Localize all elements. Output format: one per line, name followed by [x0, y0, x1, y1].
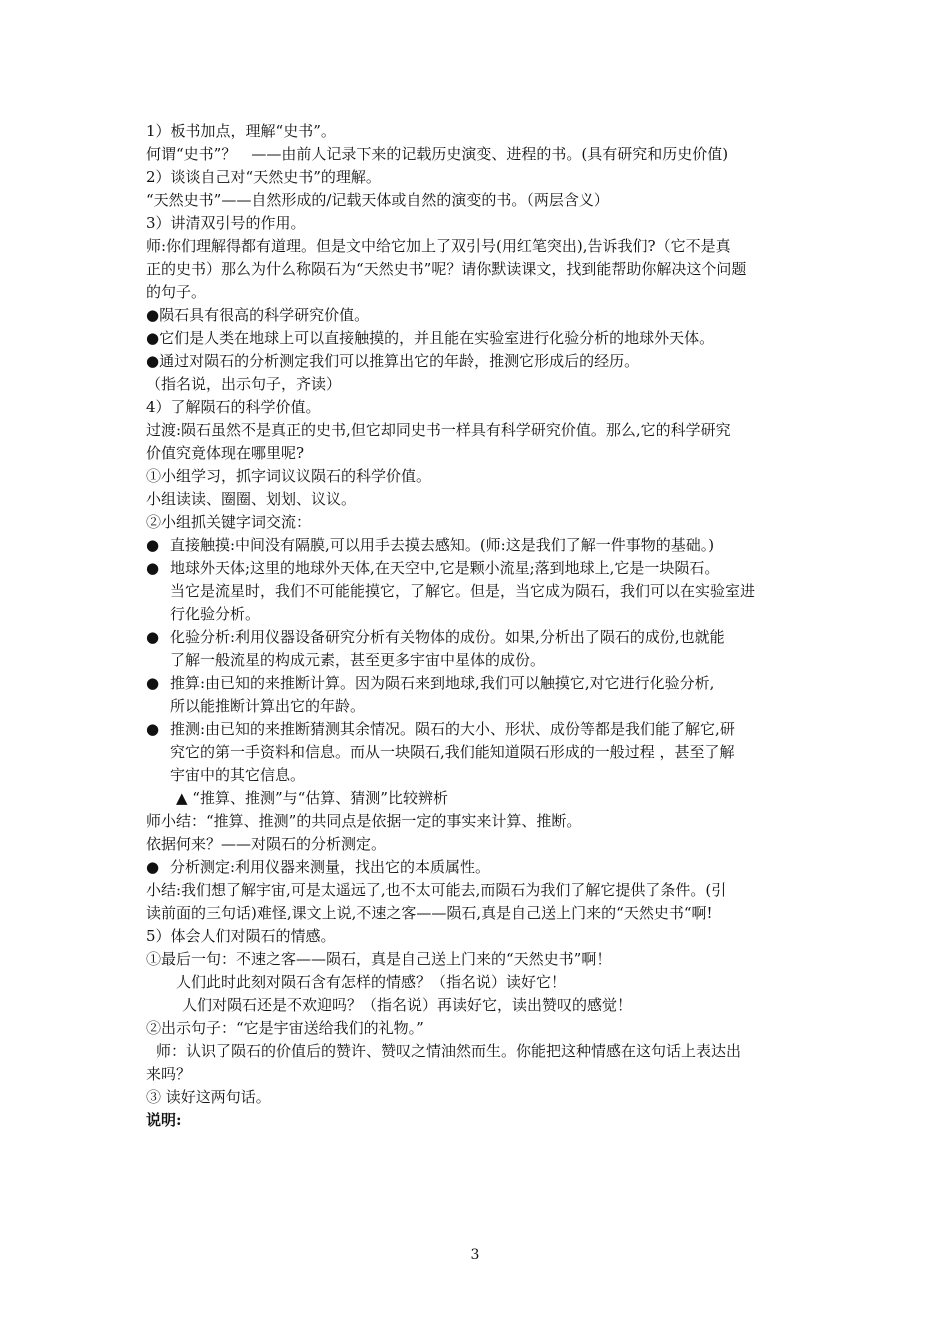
line-quote-marks: 3）讲清双引号的作用。 [146, 214, 306, 232]
transition-line: 过渡:陨石虽然不是真正的史书,但它却同史书一样具有科学研究价值。那么,它的科学研究 [146, 421, 731, 439]
dot-item: ●它们是人类在地球上可以直接触摸的，并且能在实验室进行化验分析的地球外天体。 [146, 329, 715, 347]
bullet-icon: ● [146, 306, 160, 324]
part5-line: 5）体会人们对陨石的情感。 [146, 927, 336, 945]
transition-line: 价值究竟体现在哪里呢? [146, 444, 305, 462]
teacher-para-line: 的句子。 [146, 283, 207, 301]
line-science-value: 4）了解陨石的科学价值。 [146, 398, 321, 416]
bullet-icon: ● [146, 352, 160, 370]
summary-line: 依据何来？——对陨石的分析测定。 [146, 835, 387, 853]
bullet-icon: ● [146, 536, 160, 554]
line-what-is-history-book: 何谓“史书”？ ——由前人记录下来的记载历史演变、进程的书。(具有研究和历史价值) [146, 145, 729, 163]
line-natural-book-definition: “天然史书”——自然形成的/记载天体或自然的演变的书。（两层含义） [146, 191, 609, 209]
part5-indented-line: 人们此时此刻对陨石含有怎样的情感？（指名说）读好它！ [176, 973, 567, 991]
summary-line: 师小结：“推算、推测”的共同点是依据一定的事实来计算、推断。 [146, 812, 582, 830]
show-sentence-line: ②出示句子：“它是宇宙送给我们的礼物。” [146, 1019, 424, 1037]
part5-line: ①最后一句：不速之客——陨石，真是自己送上门来的“天然史书”啊！ [146, 950, 612, 968]
bullet-icon: ● [146, 628, 160, 646]
group-line: ②小组抓关键字词交流： [146, 513, 312, 531]
read-two-line: ③ 读好这两句话。 [146, 1088, 271, 1106]
key-item: ● 推算:由已知的来推断计算。因为陨石来到地球,我们可以触摸它,对它进行化验分析, 所以能推断计算出它的年龄。 [146, 674, 715, 715]
compare-line: ▲ “推算、推测”与“估算、猜测”比较辨析 [176, 789, 448, 807]
dot-item: ●陨石具有很高的科学研究价值。 [146, 306, 370, 324]
line-read-together: （指名说，出示句子，齐读） [146, 375, 342, 393]
bullet-icon: ● [146, 674, 160, 692]
note-label: 说明: [146, 1111, 182, 1129]
bullet-icon: ● [146, 329, 160, 347]
conclusion-line: 读前面的三句话)难怪,课文上说,不速之客——陨石,真是自己送上门来的“天然史书“啊! [146, 904, 713, 922]
group-line: ①小组学习，抓字词议议陨石的科学价值。 [146, 467, 432, 485]
teacher-para-line: 师:你们理解得都有道理。但是文中给它加上了双引号(用红笔突出),告诉我们?（它不是真 [146, 237, 731, 255]
key-item: ● 地球外天体;这里的地球外天体,在天空中,它是颗小流星;落到地球上,它是一块陨石。 当它是流星时，我们不可能能摸它，了解它。但是，当它成为陨石，我们可以在实验室进 行化验分析。 [146, 559, 756, 623]
teacher2-line: 师：认识了陨石的价值后的赞许、赞叹之情油然而生。你能把这种情感在这句话上表达出 [156, 1042, 742, 1060]
document-body [146, 120, 818, 1132]
key-item: ● 化验分析:利用仪器设备研究分析有关物体的成份。如果,分析出了陨石的成份,也就能 了解一般流星的构成元素，甚至更多宇宙中星体的成份。 [146, 628, 725, 669]
key-item: ● 推测:由已知的来推断猜测其余情况。陨石的大小、形状、成份等都是我们能了解它,研 究它的第一手资料和信息。而从一块陨石,我们能知道陨石形成的一般过程 ，甚至了解 宇宙中的其它信息。 [146, 720, 735, 784]
bullet-icon: ● [146, 720, 160, 738]
page-number: 3 [470, 1247, 480, 1263]
key-item: ● 直接触摸:中间没有隔膜,可以用手去摸去感知。(师:这是我们了解一件事物的基础。) [146, 534, 818, 557]
teacher-para-line: 正的史书）那么为什么称陨石为“天然史书”呢？请你默读课文，找到能帮助你解决这个问题 [146, 260, 747, 278]
bullet-icon: ● [146, 559, 160, 577]
bullet-icon: ● [146, 858, 160, 876]
line-discuss-natural-book: 2）谈谈自己对“天然史书”的理解。 [146, 168, 381, 186]
analysis-item: ● 分析测定:利用仪器来测量，找出它的本质属性。 [146, 856, 818, 879]
conclusion-line: 小结:我们想了解宇宙,可是太遥远了,也不太可能去,而陨石为我们了解它提供了条件。(引 [146, 881, 727, 899]
teacher2-line: 来吗？ [146, 1065, 192, 1083]
group-line: 小组读读、圈圈、划划、议议。 [146, 490, 357, 508]
dot-item: ●通过对陨石的分析测定我们可以推算出它的年龄，推测它形成后的经历。 [146, 352, 640, 370]
line-board-note: 1）板书加点，理解“史书”。 [146, 122, 336, 140]
part5-indented-line: 人们对陨石还是不欢迎吗？（指名说）再读好它，读出赞叹的感觉！ [182, 996, 633, 1014]
